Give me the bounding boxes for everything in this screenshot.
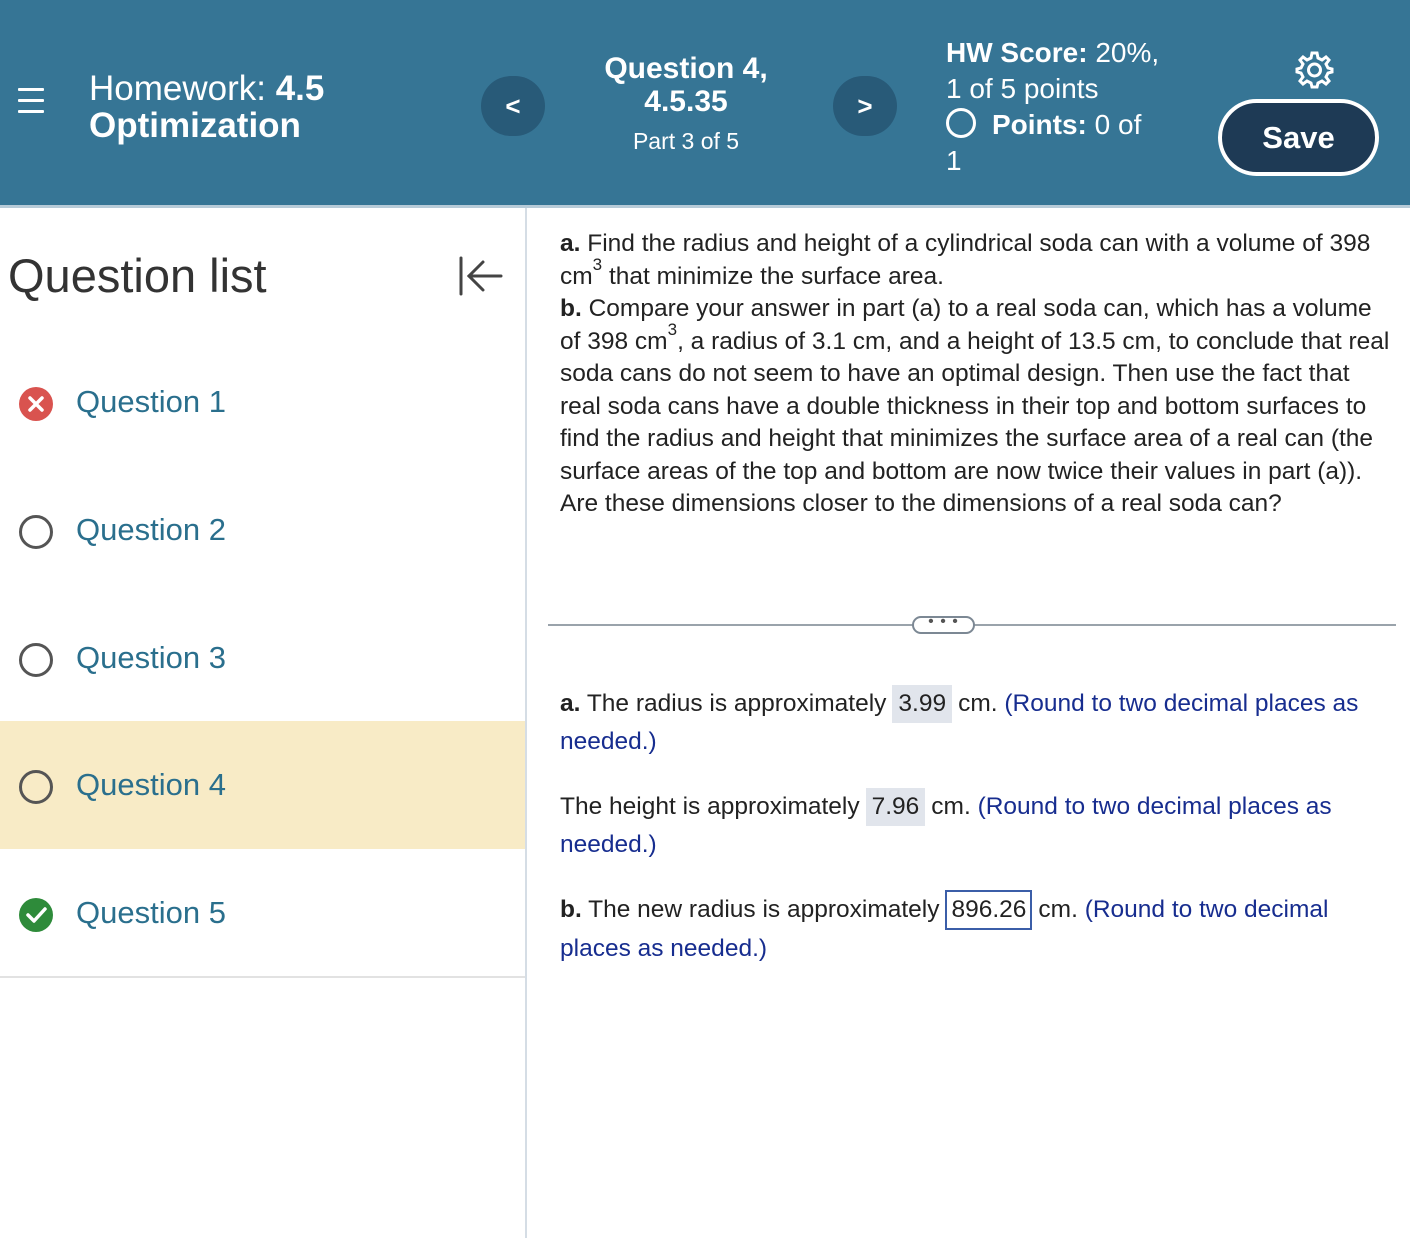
- answer-part-label: a.: [560, 690, 581, 717]
- answer-text: The new radius is approximately: [588, 896, 940, 923]
- score-panel: [946, 35, 1186, 179]
- unanswered-circle-icon: [18, 642, 54, 678]
- question-list-panel: [0, 208, 527, 1238]
- unit-label: cm.: [1038, 896, 1078, 923]
- unit-label: cm.: [958, 690, 998, 717]
- settings-gear-icon[interactable]: [1294, 50, 1334, 90]
- next-question-button[interactable]: [833, 76, 897, 136]
- homework-number: 4.5: [275, 69, 325, 108]
- points-value: 0 of: [1094, 109, 1142, 140]
- correct-check-icon: [18, 897, 54, 933]
- collapse-panel-icon[interactable]: [457, 254, 505, 298]
- new-radius-input[interactable]: 896.26: [945, 890, 1032, 930]
- homework-prefix: Homework:: [89, 69, 266, 108]
- points-label: Points:: [992, 109, 1087, 140]
- hw-points: 1 of 5 points: [946, 73, 1099, 104]
- answer-a-height: [560, 788, 1396, 864]
- part-a-text: Find the radius and height of a cylindrical soda can with a volume of 398 cm: [560, 230, 1371, 290]
- radius-answer-value: 3.99: [892, 685, 952, 723]
- question-title: Question 4,: [604, 52, 768, 85]
- rounding-hint: (Round to two decimal places as needed.): [560, 896, 1329, 962]
- question-part: Part 3 of 5: [632, 128, 740, 154]
- problem-statement: [560, 228, 1396, 521]
- top-header: [0, 0, 1410, 207]
- sidebar-item-question-4[interactable]: [0, 721, 525, 849]
- answer-text: The height is approximately: [560, 793, 860, 820]
- question-label: Question 4: [76, 767, 226, 802]
- question-code: 4.5.35: [644, 85, 728, 118]
- question-label: Question 2: [76, 512, 226, 547]
- height-answer-value: 7.96: [866, 788, 926, 826]
- answer-part-label: b.: [560, 896, 582, 923]
- sidebar-item-question-3[interactable]: [0, 594, 525, 722]
- points-status-icon: [946, 108, 976, 138]
- sidebar-item-question-5[interactable]: [0, 849, 525, 977]
- superscript: 3: [667, 320, 678, 340]
- rounding-hint: (Round to two decimal places as needed.): [560, 793, 1332, 858]
- question-list-title: Question list: [8, 249, 267, 302]
- superscript: 3: [592, 255, 603, 275]
- part-b-text: Compare your answer in part (a) to a real soda can, which has a volume of 398 cm: [560, 295, 1372, 355]
- unanswered-circle-icon: [18, 769, 54, 805]
- menu-icon[interactable]: [18, 88, 46, 118]
- answer-a-radius: [560, 685, 1396, 761]
- part-a-text-end: that minimize the surface area.: [602, 262, 944, 290]
- answer-b-radius: [560, 890, 1396, 968]
- expand-more-button[interactable]: • • •: [912, 616, 975, 634]
- question-info: [580, 52, 792, 155]
- chevron-left-icon: <: [505, 90, 521, 121]
- homework-topic: Optimization: [89, 106, 301, 145]
- part-a-label: a.: [560, 230, 581, 257]
- sidebar-item-question-1[interactable]: [0, 338, 525, 466]
- hw-score-value: 20%,: [1095, 37, 1160, 68]
- rounding-hint: (Round to two decimal places as needed.): [560, 690, 1359, 755]
- answer-text: The radius is approximately: [586, 690, 887, 717]
- part-b-text-end: , a radius of 3.1 cm, and a height of 13.5 cm, to conclude that real soda cans do not seem to have an optimal design. Then use the fact that real soda cans have a double thickness in their top and bottom surfaces to find the radius and height that minimizes the surface area of a real can (the surface areas of the top and bottom are now twice their values in part (a)). Are these dimensions closer to the dimensions of a real soda can?: [560, 327, 1390, 517]
- incorrect-x-icon: [18, 386, 54, 422]
- question-label: Question 5: [76, 895, 226, 930]
- unit-label: cm.: [931, 793, 971, 820]
- list-divider: [0, 976, 525, 978]
- part-b-label: b.: [560, 295, 582, 322]
- question-label: Question 1: [76, 384, 226, 419]
- homework-title: [89, 70, 324, 144]
- unanswered-circle-icon: [18, 514, 54, 550]
- sidebar-item-question-2[interactable]: [0, 466, 525, 594]
- previous-question-button[interactable]: [481, 76, 545, 136]
- chevron-right-icon: >: [857, 90, 873, 121]
- points-total: 1: [946, 145, 962, 176]
- save-button[interactable]: Save: [1218, 99, 1379, 176]
- question-label: Question 3: [76, 640, 226, 675]
- hw-score-label: HW Score:: [946, 37, 1088, 68]
